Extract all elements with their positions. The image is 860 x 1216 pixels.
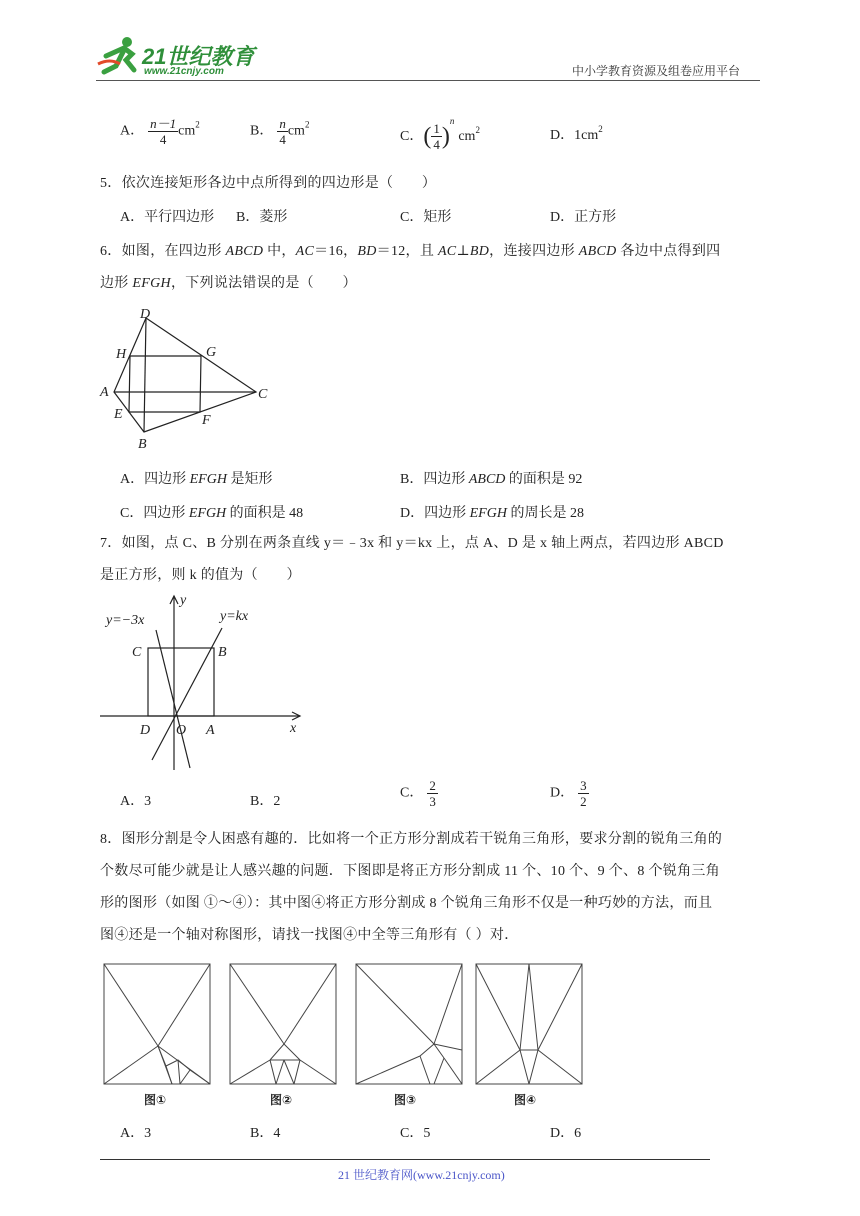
label-d: D <box>140 307 151 322</box>
q5-option-a: A．平行四边形 <box>120 210 215 225</box>
label-g: G <box>206 345 217 360</box>
footer-text[interactable]: 21 世纪教育网(www.21cnjy.com) <box>338 1168 505 1182</box>
label-e: E <box>114 407 123 422</box>
q8-stem-line4: 图④还是一个轴对称图形，请找一找图④中全等三角形有（ ）对． <box>100 928 519 943</box>
figure-1 <box>104 964 210 1084</box>
q6-option-a: A．四边形 EFGH 是矩形 <box>120 472 273 487</box>
q6-option-d: D．四边形 EFGH 的周长是 28 <box>400 506 584 521</box>
figure-3 <box>356 964 462 1084</box>
q6-option-c: C．四边形 EFGH 的面积是 48 <box>120 506 304 521</box>
figure-4 <box>476 964 582 1084</box>
label-y-axis: y <box>180 593 187 608</box>
label-f: F <box>202 413 211 428</box>
label-c: C <box>132 645 142 660</box>
q7-option-c: C． $\frac{2}{3}$ <box>400 778 436 809</box>
header-rule <box>96 80 760 81</box>
label-c: C <box>258 387 268 402</box>
logo-url: www.21cnjy.com <box>144 66 224 77</box>
fig-label-3: 图③ <box>394 1093 417 1107</box>
q8-stem-line1: 8．图形分割是令人困惑有趣的．比如将一个正方形分割成若干锐角三角形，要求分割的锐角三角的 <box>100 832 723 847</box>
fig-label-1: 图① <box>144 1093 167 1107</box>
label-a: A <box>100 385 109 400</box>
runner-logo-icon <box>96 34 144 78</box>
q7-stem-line1: 7．如图，点 C、B 分别在两条直线 y＝﹣3x 和 y＝kx 上，点 A、D 是 x 轴上两点，若四边形 ABCD <box>100 536 724 551</box>
label-o: O <box>176 723 187 738</box>
label-line-kx: y=kx <box>220 609 249 624</box>
q7-option-a: A．3 <box>120 794 152 809</box>
q6-stem-line1: 6．如图，在四边形 ABCD 中，AC＝16，BD＝12，且 AC⊥BD，连接四边形 ABCD 各边中点得到四 <box>100 244 721 259</box>
q5-stem: 5．依次连接矩形各边中点所得到的四边形是（ ） <box>100 176 437 191</box>
fig-label-2: 图② <box>270 1093 293 1107</box>
quad-efgh <box>129 356 201 412</box>
q8-option-b: B．4 <box>250 1126 281 1141</box>
quad-abcd <box>114 318 256 432</box>
q5-option-c: C．矩形 <box>400 210 452 225</box>
q8-option-d: D．6 <box>550 1126 582 1141</box>
q8-stem-line2: 个数尽可能少就是让人感兴趣的问题．下图即是将正方形分割成 11 个、10 个、9 个、8 个锐角三角 <box>100 864 720 879</box>
diag-bd <box>144 318 146 432</box>
q6-figure <box>96 304 276 454</box>
q7-option-b: B．2 <box>250 794 281 809</box>
header <box>0 0 860 90</box>
q5-option-b: B．菱形 <box>236 210 288 225</box>
q8-stem-line3: 形的图形（如图 ①～④）：其中图④将正方形分割成 8 个锐角三角形不仅是一种巧妙的方法，而且 <box>100 896 713 911</box>
q5-option-d: D．正方形 <box>550 210 617 225</box>
q8-option-c: C．5 <box>400 1126 431 1141</box>
q7-figure <box>96 590 316 776</box>
q4-option-d: D．$1cm^2$ <box>550 124 603 143</box>
label-line-neg3x: y=−3x <box>106 613 145 628</box>
q8-option-a: A．3 <box>120 1126 152 1141</box>
q7-option-d: D． $\frac{3}{2}$ <box>550 778 587 809</box>
fig-label-4: 图④ <box>514 1093 537 1107</box>
label-b: B <box>218 645 227 660</box>
label-x-axis: x <box>290 721 297 736</box>
q6-stem-line2: 边形 EFGH，下列说法错误的是（ ） <box>100 276 357 291</box>
label-d: D <box>140 723 151 738</box>
label-a: A <box>206 723 215 738</box>
footer-rule <box>100 1159 710 1160</box>
q4-option-b: B． $\frac{n}{4}$ $cm^2$ <box>250 116 310 147</box>
q4-option-a: A． $\frac{n-1}{4}$ $cm^2$ <box>120 116 200 147</box>
q8-figures <box>100 960 590 1110</box>
logo-main: 21世纪教育 <box>142 44 255 69</box>
label-h: H <box>116 347 127 362</box>
q7-stem-line2: 是正方形，则 k 的值为（ ） <box>100 568 301 583</box>
header-right-text: 中小学教育资源及组卷应用平台 <box>572 64 741 78</box>
q6-option-b: B．四边形 ABCD 的面积是 92 <box>400 472 583 487</box>
figure-2 <box>230 964 336 1084</box>
label-b: B <box>138 437 147 452</box>
q4-option-c: C．( $\frac{1}{4}$ )$^ncm^2$ <box>400 116 480 153</box>
